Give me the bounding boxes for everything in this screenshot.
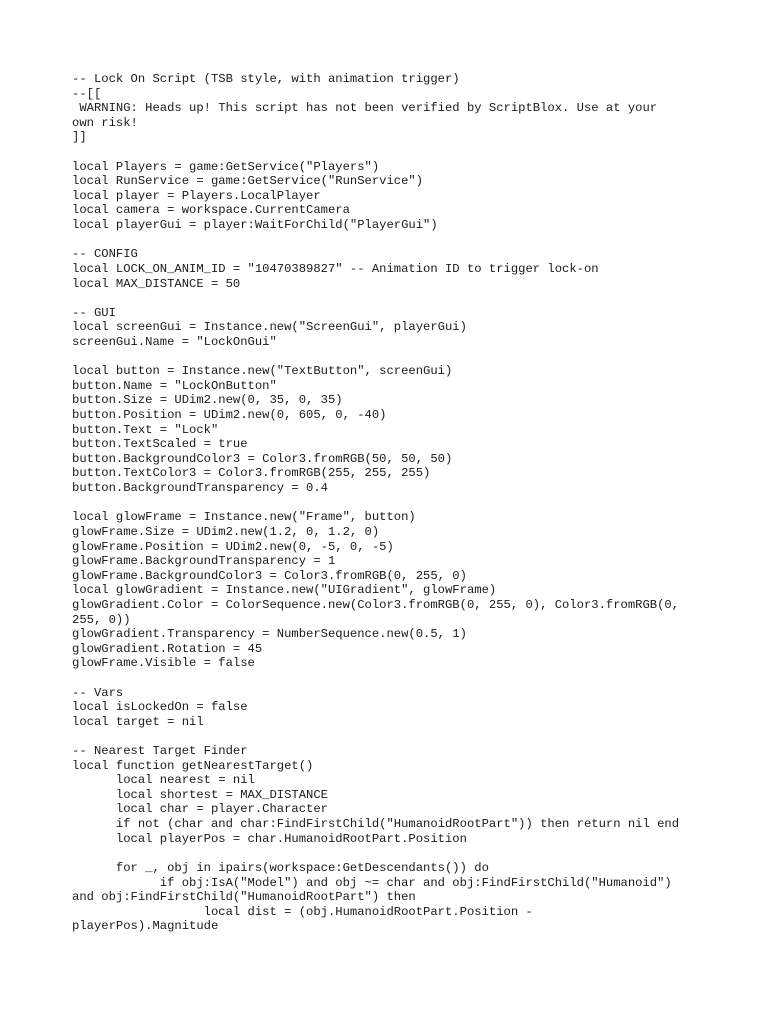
code-line: local RunService = game:GetService("RunService") (72, 174, 424, 189)
code-line: glowFrame.BackgroundColor3 = Color3.fromRGB(0, 255, 0) (72, 568, 467, 583)
code-line: WARNING: Heads up! This script has not been verified by ScriptBlox. Use at your (72, 101, 658, 116)
code-line: glowGradient.Rotation = 45 (72, 641, 263, 656)
code-line: if not (char and char:FindFirstChild("HumanoidRootPart")) then return nil end (72, 817, 680, 832)
code-line: ]] (72, 130, 87, 145)
code-line: local isLockedOn = false (72, 700, 248, 715)
code-line: button.Position = UDim2.new(0, 605, 0, -40) (72, 408, 387, 423)
code-line: local target = nil (72, 714, 204, 729)
code-line: local char = player.Character (72, 802, 328, 817)
code-line: -- Nearest Target Finder (72, 744, 248, 759)
code-line: 255, 0)) (72, 612, 131, 627)
code-line: local screenGui = Instance.new("ScreenGui", playerGui) (72, 320, 467, 335)
code-line: button.Text = "Lock" (72, 422, 219, 437)
code-line: local MAX_DISTANCE = 50 (72, 276, 241, 291)
code-line: -- GUI (72, 305, 116, 320)
code-line: and obj:FindFirstChild("HumanoidRootPart") then (72, 890, 416, 905)
code-line: local Players = game:GetService("Players") (72, 159, 380, 174)
blank-line (72, 350, 712, 365)
code-line: button.Size = UDim2.new(0, 35, 0, 35) (72, 393, 343, 408)
code-line: local glowFrame = Instance.new("Frame", button) (72, 510, 416, 525)
code-line: glowFrame.Visible = false (72, 656, 255, 671)
code-line: local LOCK_ON_ANIM_ID = "10470389827" -- Animation ID to trigger lock-on (72, 261, 599, 276)
code-line: local camera = workspace.CurrentCamera (72, 203, 350, 218)
code-line: own risk! (72, 115, 138, 130)
code-line: local button = Instance.new("TextButton", screenGui) (72, 364, 453, 379)
code-line: local function getNearestTarget() (72, 758, 314, 773)
code-line: -- Lock On Script (TSB style, with animation trigger) (72, 72, 460, 86)
code-line: glowFrame.BackgroundTransparency = 1 (72, 554, 336, 569)
code-line: local playerGui = player:WaitForChild("PlayerGui") (72, 218, 438, 233)
code-line: button.BackgroundColor3 = Color3.fromRGB(50, 50, 50) (72, 451, 453, 466)
code-line: --[[ (72, 86, 102, 101)
blank-line (72, 846, 712, 861)
code-line: button.TextScaled = true (72, 437, 248, 452)
code-line: local dist = (obj.HumanoidRootPart.Position - (72, 904, 533, 919)
code-line: for _, obj in ipairs(workspace:GetDescendants()) do (72, 860, 489, 875)
code-line: playerPos).Magnitude (72, 919, 219, 934)
code-line: local playerPos = char.HumanoidRootPart.Position (72, 831, 467, 846)
code-line: if obj:IsA("Model") and obj ~= char and obj:FindFirstChild("Humanoid") (72, 875, 672, 890)
code-line: local glowGradient = Instance.new("UIGradient", glowFrame) (72, 583, 497, 598)
code-line: local nearest = nil (72, 773, 255, 788)
blank-line (72, 145, 712, 160)
code-line: button.BackgroundTransparency = 0.4 (72, 481, 328, 496)
code-line: button.TextColor3 = Color3.fromRGB(255, 255, 255) (72, 466, 431, 481)
code-line: glowFrame.Position = UDim2.new(0, -5, 0, -5) (72, 539, 394, 554)
code-line: glowGradient.Color = ColorSequence.new(Color3.fromRGB(0, 255, 0), Color3.fromRGB(0, (72, 597, 680, 612)
code-line: -- Vars (72, 685, 124, 700)
code-line: local player = Players.LocalPlayer (72, 188, 321, 203)
code-line: local shortest = MAX_DISTANCE (72, 787, 328, 802)
code-document (72, 72, 712, 934)
blank-line (72, 291, 712, 306)
code-line: screenGui.Name = "LockOnGui" (72, 334, 277, 349)
blank-line (72, 729, 712, 744)
blank-line (72, 671, 712, 686)
code-line: -- CONFIG (72, 247, 138, 262)
blank-line (72, 233, 712, 248)
code-line: glowFrame.Size = UDim2.new(1.2, 0, 1.2, 0) (72, 524, 380, 539)
code-line: glowGradient.Transparency = NumberSequence.new(0.5, 1) (72, 627, 467, 642)
blank-line (72, 496, 712, 511)
code-line: button.Name = "LockOnButton" (72, 378, 277, 393)
